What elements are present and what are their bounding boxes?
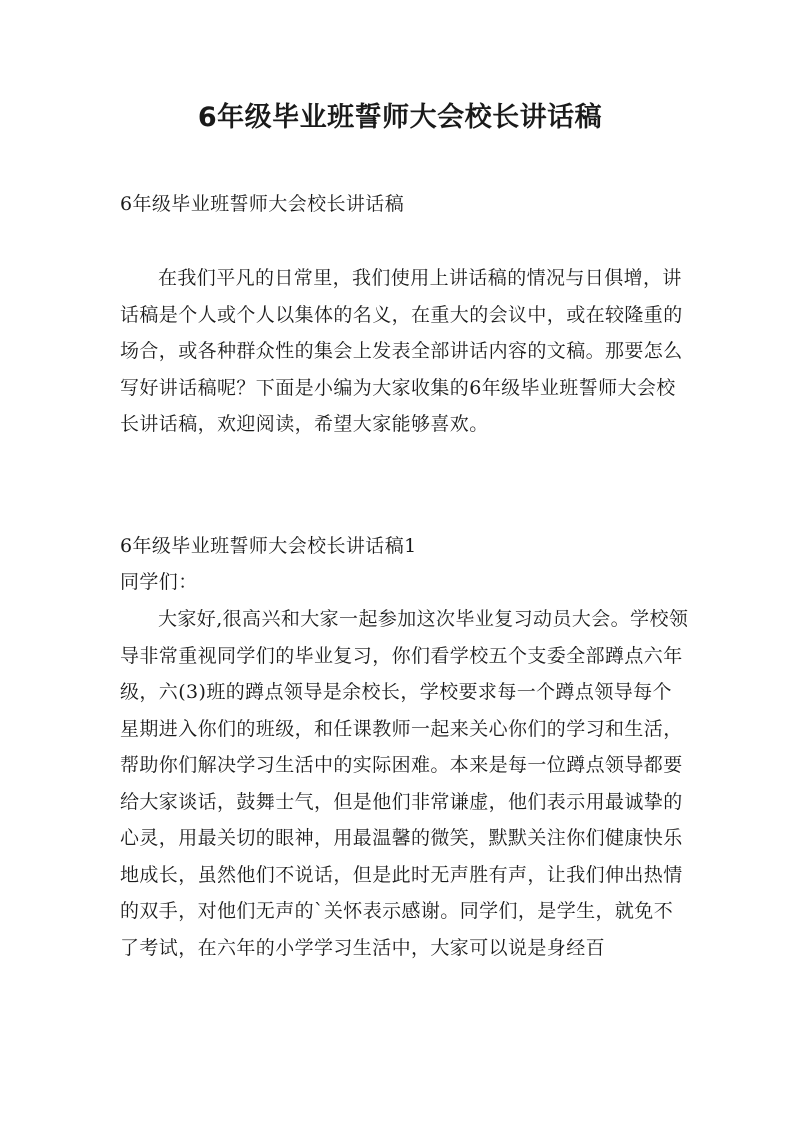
document-title: 6年级毕业班誓师大会校长讲话稿	[197, 102, 603, 133]
document-subtitle: 6年级毕业班誓师大会校长讲话稿	[120, 193, 405, 215]
speech-paragraph: 大家好,很高兴和大家一起参加这次毕业复习动员大会。学校领导非常重视同学们的毕业复习，你们看学校五个支委全部蹲点六年级，六(3)班的蹲点领导是余校长，学校要求每一个蹲点领导每个星期进入你们的班级，和任课教师一起来关心你们的学习和生活，帮助你们解决学习生活中的实际困难。本来是每一位蹲点领导都要给大家谈话，鼓舞士气，但是他们非常谦虚，他们表示用最诚挚的心灵，用最关切的眼神，用最温馨的微笑，默默关注你们健康快乐地成长，虽然他们不说话，但是此时无声胜有声，让我们伸出热情的双手，对他们无声的`关怀表示感谢。同学们，是学生，就免不了考试，在六年的小学学习生活中，大家可以说是身经百	[120, 608, 689, 959]
section-title: 6年级毕业班誓师大会校长讲话稿1	[120, 535, 417, 557]
salutation: 同学们：	[120, 571, 198, 593]
intro-paragraph: 在我们平凡的日常里，我们使用上讲话稿的情况与日俱增，讲话稿是个人或个人以集体的名义，在重大的会议中，或在较隆重的场合，或各种群众性的集会上发表全部讲话内容的文稿。那要怎么写好讲话稿呢？下面是小编为大家收集的6年级毕业班誓师大会校长讲话稿，欢迎阅读，希望大家能够喜欢。	[120, 267, 683, 435]
